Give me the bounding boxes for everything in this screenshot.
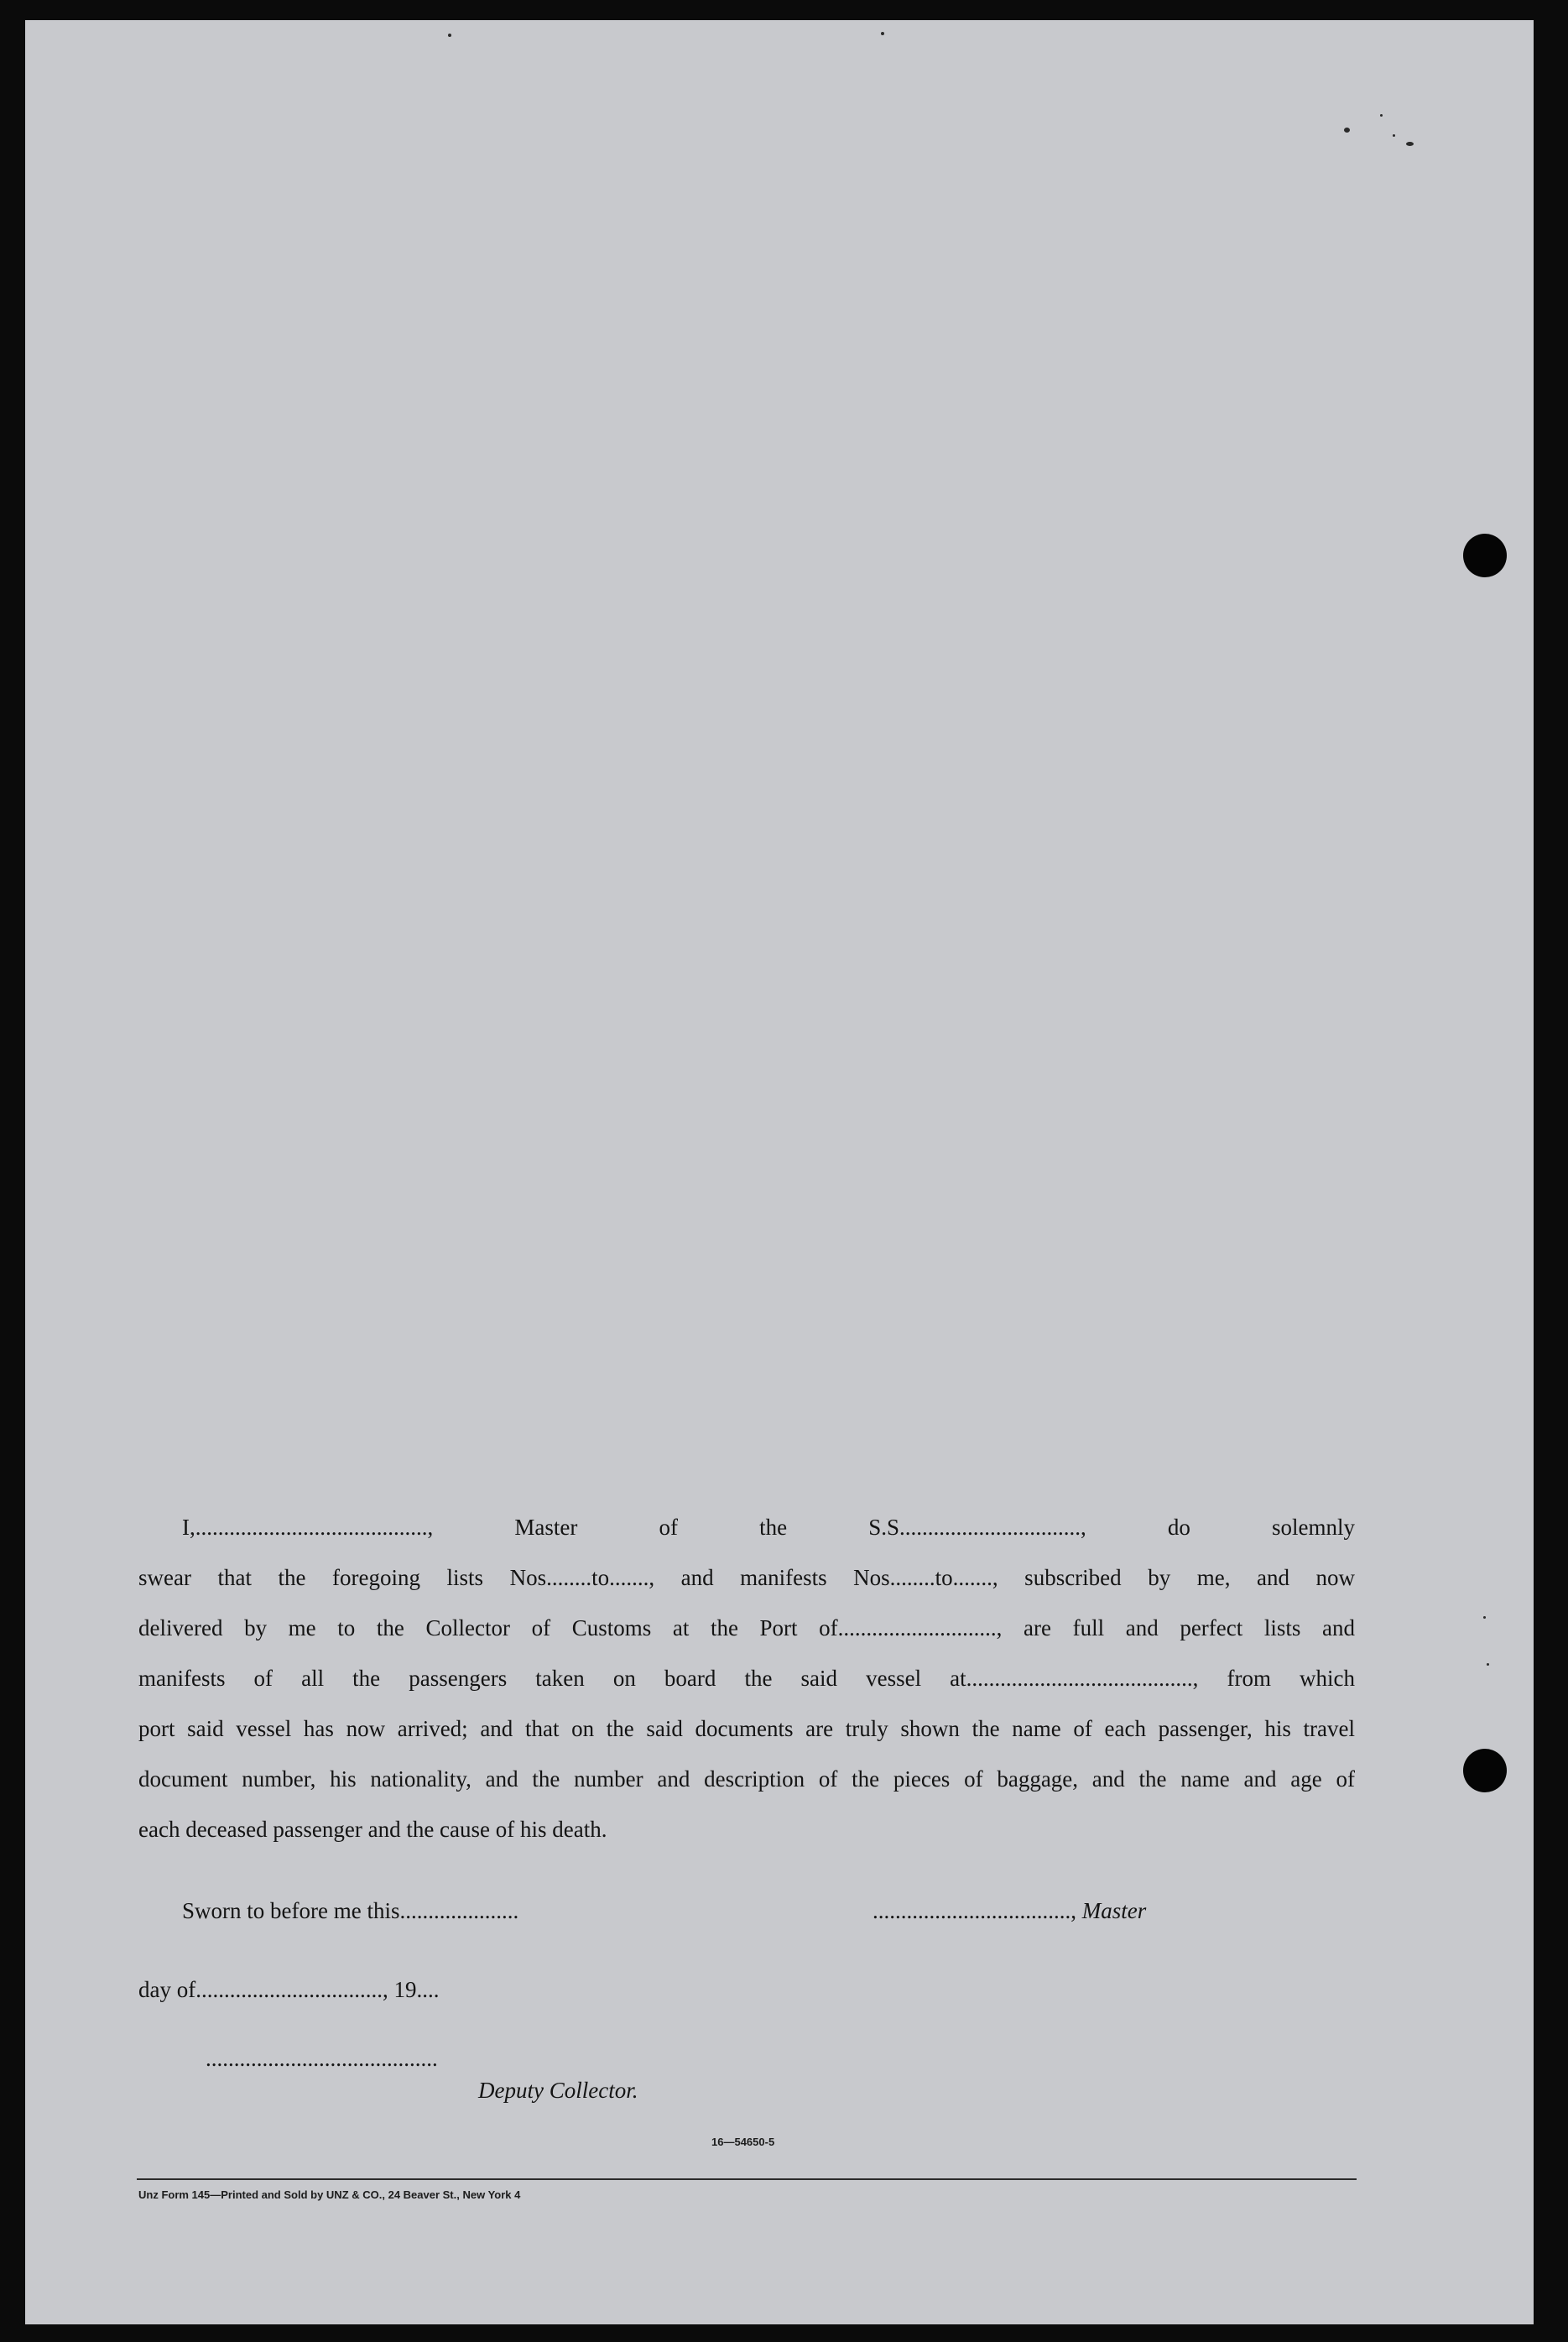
ink-speck <box>1380 114 1383 117</box>
form-number: 16—54650-5 <box>711 2136 775 2148</box>
printer-imprint: Unz Form 145—Printed and Sold by UNZ & CO., 24 Beaver St., New York 4 <box>138 2188 521 2201</box>
ink-speck <box>1487 1663 1489 1666</box>
oath-line: port said vessel has now arrived; and that on the said documents are truly shown the name of each passenger, his travel <box>138 1716 1355 1741</box>
oath-line: each deceased passenger and the cause of his death. <box>138 1817 607 1842</box>
deputy-signature-dots: ......................................... <box>206 2046 438 2071</box>
oath-line: document number, his nationality, and the number and description of the pieces of baggage, and the name and age of <box>138 1766 1355 1792</box>
deputy-collector-label: Deputy Collector. <box>478 2078 638 2103</box>
oath-line: I,........................................., Master of the S.S................................, do solemnly <box>182 1515 1355 1540</box>
punch-hole-lower <box>1463 1749 1507 1792</box>
master-signature-line <box>873 1898 1146 1924</box>
footer-rule <box>137 2178 1357 2180</box>
oath-line: manifests of all the passengers taken on board the said vessel at........................................, from which <box>138 1666 1355 1691</box>
ink-speck <box>1393 134 1395 137</box>
day-of-line: day of................................., 19.... <box>138 1977 440 2002</box>
oath-line: swear that the foregoing lists Nos........to......., and manifests Nos........to......., subscribed by me, and now <box>138 1565 1355 1590</box>
punch-hole-upper <box>1463 534 1507 577</box>
oath-line: delivered by me to the Collector of Customs at the Port of............................, are full and perfect lists and <box>138 1615 1355 1640</box>
sworn-before-line: Sworn to before me this..................... <box>182 1898 519 1923</box>
master-oath-paragraph <box>138 1502 1355 1854</box>
ink-speck <box>881 32 884 35</box>
master-dots: ..................................., <box>873 1898 1082 1923</box>
ink-speck <box>448 34 451 37</box>
ink-speck <box>1483 1616 1486 1619</box>
ink-speck <box>1406 142 1414 146</box>
ink-speck <box>1344 128 1350 133</box>
master-label: Master <box>1081 1898 1147 1923</box>
